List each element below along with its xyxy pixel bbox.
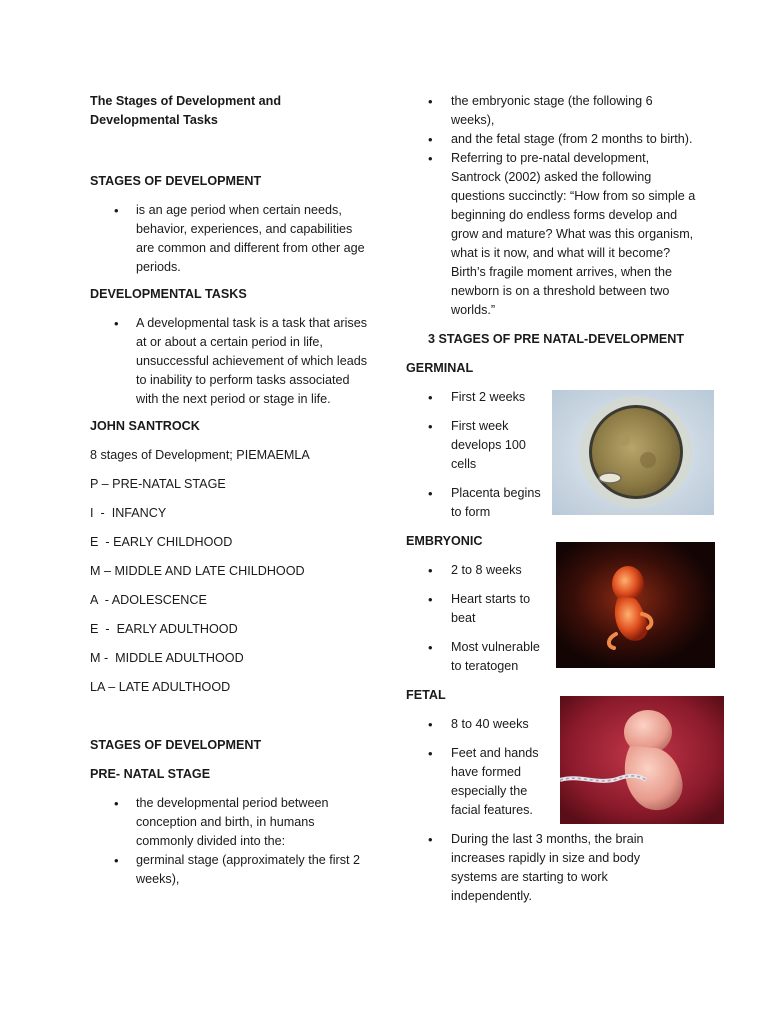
list-item: • is an age period when certain needs, behavior, experiences, and capabilities are common and different from other age periods. [90,201,370,277]
list-item: • During the last 3 months, the brain increases rapidly in size and body systems are starting to work independently. [406,830,676,906]
stage-item: I - INFANCY [90,506,167,520]
stages-intro: 8 stages of Development; PIEMAEMLA [90,448,310,462]
left-column [90,92,370,897]
tasks-heading: DEVELOPMENTAL TASKS [90,287,247,301]
prenatal-heading: PRE- NATAL STAGE [90,767,211,781]
fetal-heading: FETAL [406,688,446,702]
list-item: • germinal stage (approximately the first 2 weeks), [90,851,370,889]
final-list [406,830,676,906]
list-item: • and the fetal stage (from 2 months to birth). [406,130,696,149]
list-item: • First week develops 100 cells [406,417,546,474]
spacer [90,707,370,736]
tasks-list [90,314,370,409]
document-title: The Stages of Development and Developmental Tasks [90,94,282,127]
fetal-list [406,715,546,820]
santrock-heading: JOHN SANTROCK [90,419,200,433]
stage-item: M – MIDDLE AND LATE CHILDHOOD [90,564,305,578]
list-item: • Placenta begins to form [406,484,546,522]
list-item: • Most vulnerable to teratogen [406,638,546,676]
list-item: • Feet and hands have formed especially the facial features. [406,744,546,820]
list-item: • Heart starts to beat [406,590,546,628]
list-item: • Referring to pre-natal development, Santrock (2002) asked the following questions succinctly: “How from so simple a beginning do endless forms develop and grow and mature? What was this organism, what is it now, and what will it become? Birth’s fragile moment arrives, when the newborn is on a threshold between two worlds.” [406,149,696,320]
germinal-heading: GERMINAL [406,361,474,375]
stages-heading: STAGES OF DEVELOPMENT [90,174,262,188]
fetal-image [560,696,724,824]
stage-item: E - EARLY ADULTHOOD [90,622,238,636]
list-item: • the embryonic stage (the following 6 weeks), [406,92,696,130]
list-item: • the developmental period between conception and birth, in humans commonly divided into the: [90,794,370,851]
stages-heading-2: STAGES OF DEVELOPMENT [90,738,262,752]
list-item: • 8 to 40 weeks [406,715,546,734]
stage-item: P – PRE-NATAL STAGE [90,477,226,491]
germinal-image [552,390,714,515]
embryonic-heading: EMBRYONIC [406,534,483,548]
stage-item: A - ADOLESCENCE [90,593,207,607]
stage-item: M - MIDDLE ADULTHOOD [90,651,244,665]
prenatal-list [90,794,370,889]
stages-list [90,201,370,277]
embryonic-list [406,561,546,676]
embryonic-image [556,542,715,668]
stage-item: E - EARLY CHILDHOOD [90,535,233,549]
prenatal-continued-list [406,92,696,320]
list-item: • A developmental task is a task that arises at or about a certain period in life, unsuccessful achievement of which leads to inability to perform tasks associated with the next period or stage in life. [90,314,370,409]
list-item: • 2 to 8 weeks [406,561,546,580]
three-stages-heading: 3 STAGES OF PRE NATAL-DEVELOPMENT [428,332,685,346]
germinal-list [406,388,546,522]
list-item: • First 2 weeks [406,388,546,407]
stage-item: LA – LATE ADULTHOOD [90,680,231,694]
